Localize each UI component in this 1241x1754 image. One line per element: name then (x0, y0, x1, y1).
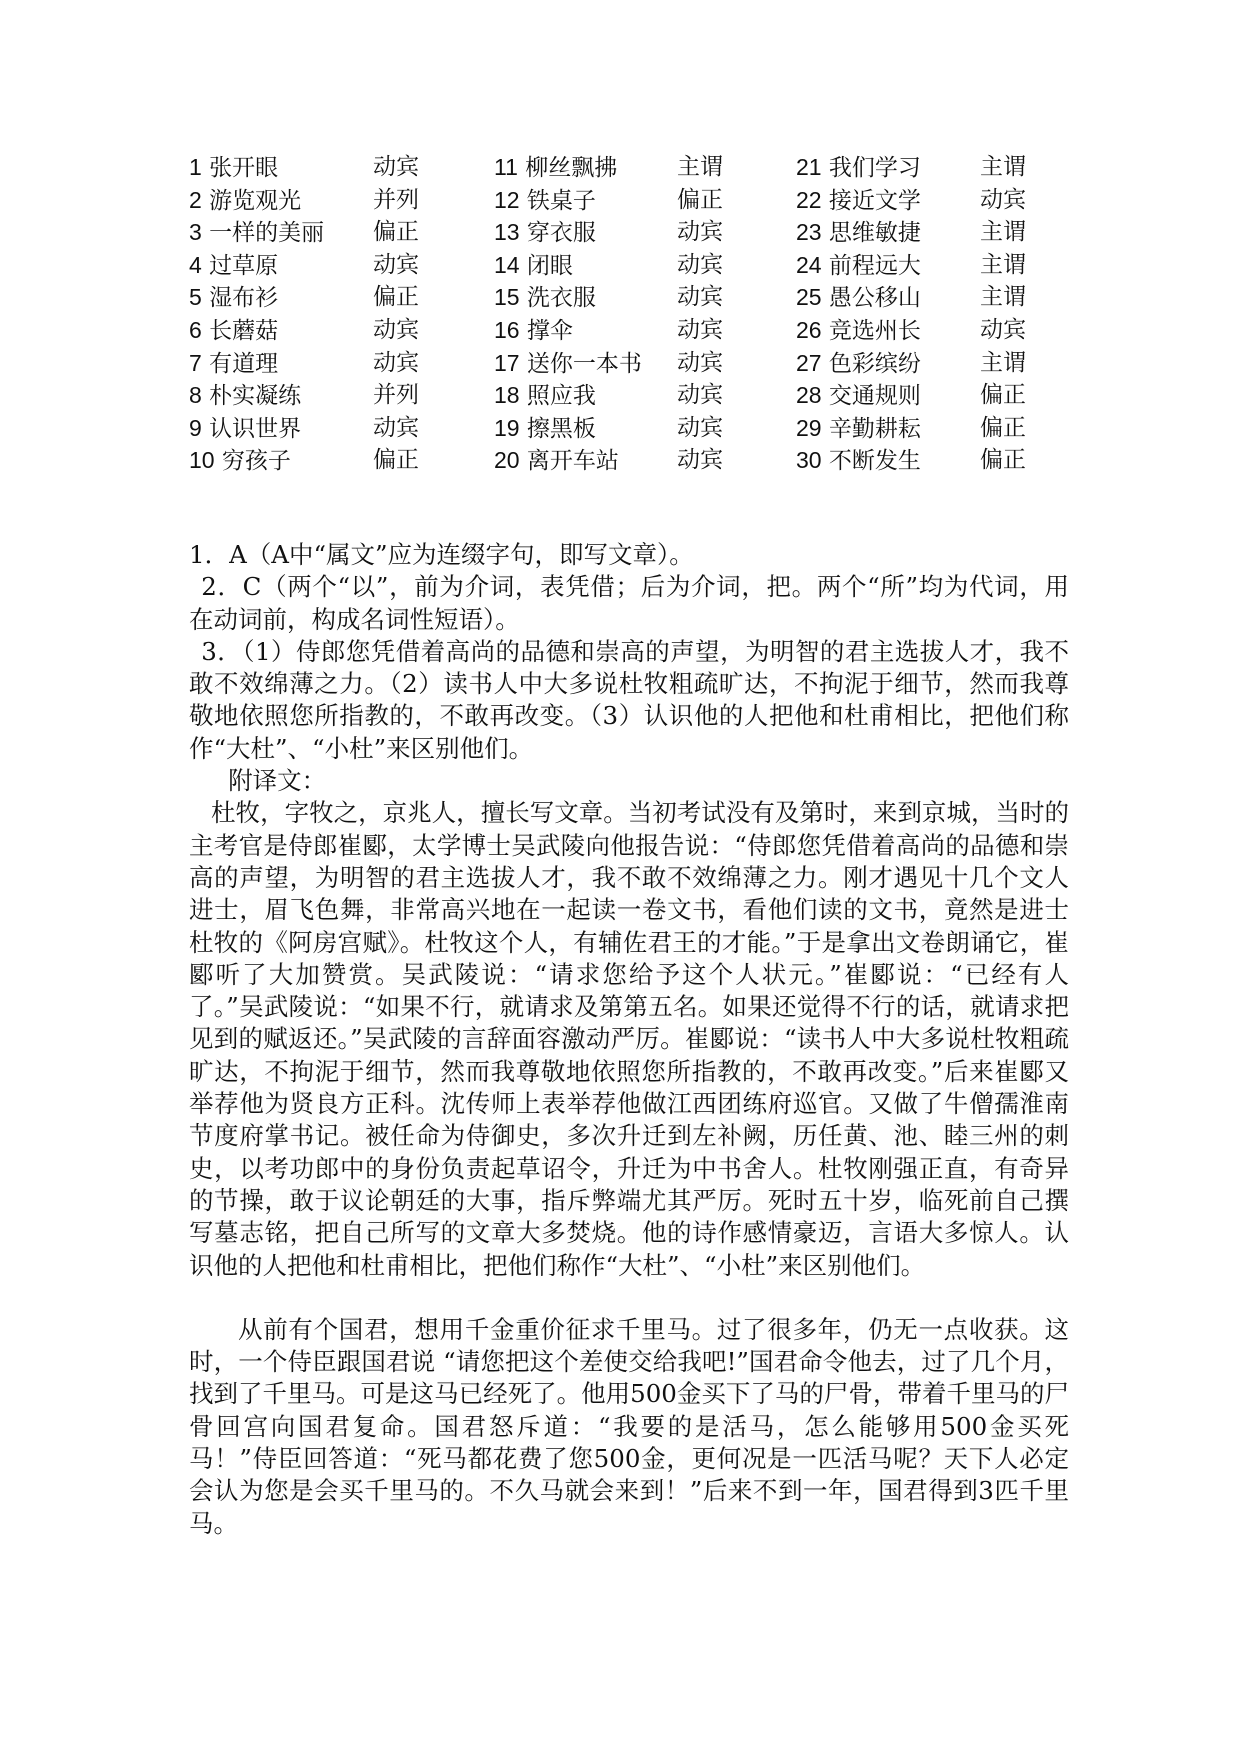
phrase-cell (189, 184, 301, 218)
item-number: 6 (189, 316, 202, 343)
item-number: 29 (796, 414, 822, 441)
translation-text: 杜牧，字牧之，京兆人，擅长写文章。当初考试没有及第时，来到京城，当时的主考官是侍郎崔郾，太学博士吴武陵向他报告说：“侍郎您凭借着高尚的品德和崇高的声望，为明智的君主选拔人才，我不敢不效绵薄之力。刚才遇见十几个文人进士，眉飞色舞，非常高兴地在一起读一卷文书，看他们读的文书，竟然是进士杜牧的《阿房宫赋》。杜牧这个人，有辅佐君王的才能。”于是拿出文卷朗诵它，崔郾听了大加赞赏。吴武陵说：“请求您给予这个人状元。”崔郾说：“已经有人了。”吴武陵说：“如果不行，就请求及第第五名。如果还觉得不行的话，就请求把见到的赋返还。”吴武陵的言辞面容激动严厉。崔郾说：“读书人中大多说杜牧粗疏旷达，不拘泥于细节，然而我尊敬地依照您所指教的，不敢再改变。”后来崔郾又举荐他为贤良方正科。沈传师上表举荐他做江西团练府巡官。又做了牛僧孺淮南节度府掌书记。被任命为侍御史，多次升迁到左补阙，历任黄、池、睦三州的刺史，以考功郎中的身份负责起草诏令，升迁为中书舍人。杜牧刚强正直，有奇异的节操，敢于议论朝廷的大事，指斥弊端尤其严厉。死时五十岁，临死前自己撰写墓志铭，把自己所写的文章大多焚烧。他的诗作感情豪迈，言语大多惊人。认识他的人把他和杜甫相比，把他们称作“大杜”、“小杜”来区别他们。 (189, 798, 1069, 1280)
paragraph-gap (189, 1282, 1069, 1314)
item-number: 24 (796, 251, 822, 278)
phrase-cell (494, 151, 617, 185)
phrase-text: 穷孩子 (221, 448, 291, 475)
phrase-text: 照应我 (526, 383, 596, 410)
phrase-text: 不断发生 (828, 448, 921, 475)
item-number: 30 (796, 447, 822, 474)
item-number: 21 (796, 154, 822, 180)
structure-type: 主谓 (980, 284, 1026, 311)
phrase-cell (796, 412, 921, 446)
item-number: 12 (494, 186, 520, 213)
phrase-cell (796, 379, 921, 413)
table-row (189, 314, 1069, 347)
item-number: 23 (796, 219, 822, 246)
table-row (189, 249, 1069, 282)
item-number: 11 (494, 154, 518, 180)
item-number: 8 (189, 382, 202, 409)
item-number: 26 (796, 316, 822, 343)
item-number: 1 (189, 154, 202, 180)
item-number: 18 (494, 382, 520, 409)
phrase-text: 一样的美丽 (209, 220, 325, 247)
structure-type: 偏正 (373, 447, 419, 474)
phrase-cell (796, 184, 921, 218)
structure-type: 动宾 (373, 316, 419, 343)
table-row (189, 444, 1069, 477)
structure-type: 主谓 (677, 154, 723, 180)
phrase-cell (189, 151, 278, 185)
phrase-text: 柳丝飘拂 (525, 155, 618, 181)
phrase-text: 张开眼 (209, 155, 279, 181)
phrase-text: 色彩缤纷 (828, 350, 921, 377)
phrase-text: 认识世界 (209, 415, 302, 442)
phrase-cell (494, 444, 619, 478)
item-number: 2 (189, 186, 202, 213)
item-number: 10 (189, 447, 215, 474)
structure-type: 并列 (373, 382, 419, 409)
structure-type: 偏正 (980, 414, 1026, 441)
structure-type: 动宾 (677, 284, 723, 311)
phrase-cell (796, 151, 921, 185)
item-number: 3 (189, 219, 202, 246)
phrase-cell (189, 347, 278, 381)
item-number: 5 (189, 284, 202, 311)
phrase-text: 离开车站 (526, 448, 619, 475)
structure-type: 动宾 (373, 414, 419, 441)
structure-type: 动宾 (677, 382, 723, 409)
item-number: 19 (494, 414, 520, 441)
answer-3: 3．（1）侍郎您凭借着高尚的品德和崇高的声望，为明智的君主选拔人才，我不敢不效绵薄之力。（2）读书人中大多说杜牧粗疏旷达，不拘泥于细节，然而我尊敬地依照您所指教的，不敢再改变。（3）认识他的人把他和杜甫相比，把他们称作“大杜”、“小杜”来区别他们。 (189, 636, 1069, 763)
structure-type: 动宾 (677, 251, 723, 278)
table-row (189, 151, 1069, 184)
phrase-text: 接近文学 (828, 187, 921, 214)
table-row (189, 216, 1069, 249)
structure-type: 动宾 (373, 154, 419, 180)
table-row (189, 347, 1069, 380)
structure-type: 主谓 (980, 154, 1026, 180)
structure-type: 偏正 (373, 219, 419, 246)
phrase-text: 铁桌子 (526, 187, 596, 214)
phrase-text: 朴实凝练 (209, 383, 302, 410)
phrase-text: 愚公移山 (828, 285, 921, 312)
phrase-cell (494, 412, 596, 446)
phrase-text: 辛勤耕耘 (828, 415, 921, 442)
structure-type: 动宾 (980, 186, 1026, 213)
phrase-cell (796, 249, 921, 283)
table-row (189, 184, 1069, 217)
phrase-text: 交通规则 (828, 383, 921, 410)
structure-type: 动宾 (373, 349, 419, 376)
table-row (189, 281, 1069, 314)
phrase-cell (494, 281, 596, 315)
phrase-cell (796, 444, 921, 478)
answer-2: 2．C（两个“以”，前为介词，表凭借；后为介词，把。两个“所”均为代词，用在动词前，构成名词性短语）。 (189, 572, 1069, 634)
structure-type: 主谓 (980, 349, 1026, 376)
structure-type: 动宾 (677, 414, 723, 441)
table-row (189, 379, 1069, 412)
structure-type: 主谓 (980, 219, 1026, 246)
item-number: 16 (494, 316, 520, 343)
item-number: 7 (189, 349, 202, 376)
structure-type: 偏正 (980, 382, 1026, 409)
phrase-cell (796, 314, 921, 348)
phrase-cell (494, 249, 573, 283)
phrase-text: 穿衣服 (526, 220, 596, 247)
answer-section (189, 539, 1069, 1540)
phrase-cell (494, 184, 596, 218)
phrase-cell (494, 314, 573, 348)
phrase-cell (796, 216, 921, 250)
item-number: 15 (494, 284, 520, 311)
phrase-cell (494, 216, 596, 250)
phrase-text: 送你一本书 (526, 350, 642, 377)
structure-type: 动宾 (677, 447, 723, 474)
phrase-text: 闭眼 (526, 252, 573, 279)
item-number: 27 (796, 349, 822, 376)
translation-heading: 附译文： (228, 766, 327, 796)
answer-1: 1．A（A中“属文”应为连缀字句，即写文章）。 (189, 540, 694, 569)
item-number: 22 (796, 186, 822, 213)
phrase-text: 过草原 (209, 252, 279, 279)
structure-type: 动宾 (373, 251, 419, 278)
item-number: 17 (494, 349, 520, 376)
item-number: 4 (189, 251, 202, 278)
phrase-cell (796, 347, 921, 381)
phrase-cell (189, 249, 278, 283)
phrase-text: 洗衣服 (526, 285, 596, 312)
phrase-text: 思维敏捷 (828, 220, 921, 247)
structure-type: 偏正 (677, 186, 723, 213)
phrase-text: 我们学习 (828, 155, 921, 181)
phrase-text: 撑伞 (526, 317, 573, 344)
structure-type: 偏正 (980, 447, 1026, 474)
phrase-text: 擦黑板 (526, 415, 596, 442)
table-row (189, 412, 1069, 445)
phrase-cell (189, 444, 291, 478)
phrase-cell (189, 314, 278, 348)
item-number: 25 (796, 284, 822, 311)
phrase-text: 竞选州长 (828, 317, 921, 344)
phrase-text: 湿布衫 (209, 285, 279, 312)
item-number: 28 (796, 382, 822, 409)
structure-type: 偏正 (373, 284, 419, 311)
structure-type: 动宾 (677, 349, 723, 376)
phrase-text: 有道理 (209, 350, 279, 377)
structure-type: 并列 (373, 186, 419, 213)
phrase-cell (189, 379, 301, 413)
structure-type: 动宾 (980, 316, 1026, 343)
phrase-cell (189, 412, 301, 446)
phrase-cell (494, 347, 642, 381)
structure-type: 动宾 (677, 219, 723, 246)
structure-type: 动宾 (677, 316, 723, 343)
story-text: 从前有个国君，想用千金重价征求千里马。过了很多年，仍无一点收获。这时，一个侍臣跟国君说 “请您把这个差使交给我吧!”国君命令他去，过了几个月，找到了千里马。可是这马已经死了。他用500金买下了马的尸骨，带着千里马的尸骨回宫向国君复命。国君怒斥道：“我要的是活马，怎么能够用500金买死马！”侍臣回答道：“死马都花费了您500金，更何况是一匹活马呢？天下人必定会认为您是会买千里马的。不久马就会来到！”后来不到一年，国君得到3匹千里马。 (189, 1314, 1069, 1538)
item-number: 14 (494, 251, 520, 278)
phrase-text: 前程远大 (828, 252, 921, 279)
phrase-cell (189, 281, 278, 315)
phrase-cell (796, 281, 921, 315)
phrase-cell (189, 216, 324, 250)
phrase-text: 游览观光 (209, 187, 302, 214)
item-number: 9 (189, 414, 202, 441)
item-number: 20 (494, 447, 520, 474)
structure-type: 主谓 (980, 251, 1026, 278)
phrase-text: 长蘑菇 (209, 317, 279, 344)
phrase-structure-table (189, 151, 1069, 477)
phrase-cell (494, 379, 596, 413)
item-number: 13 (494, 219, 520, 246)
